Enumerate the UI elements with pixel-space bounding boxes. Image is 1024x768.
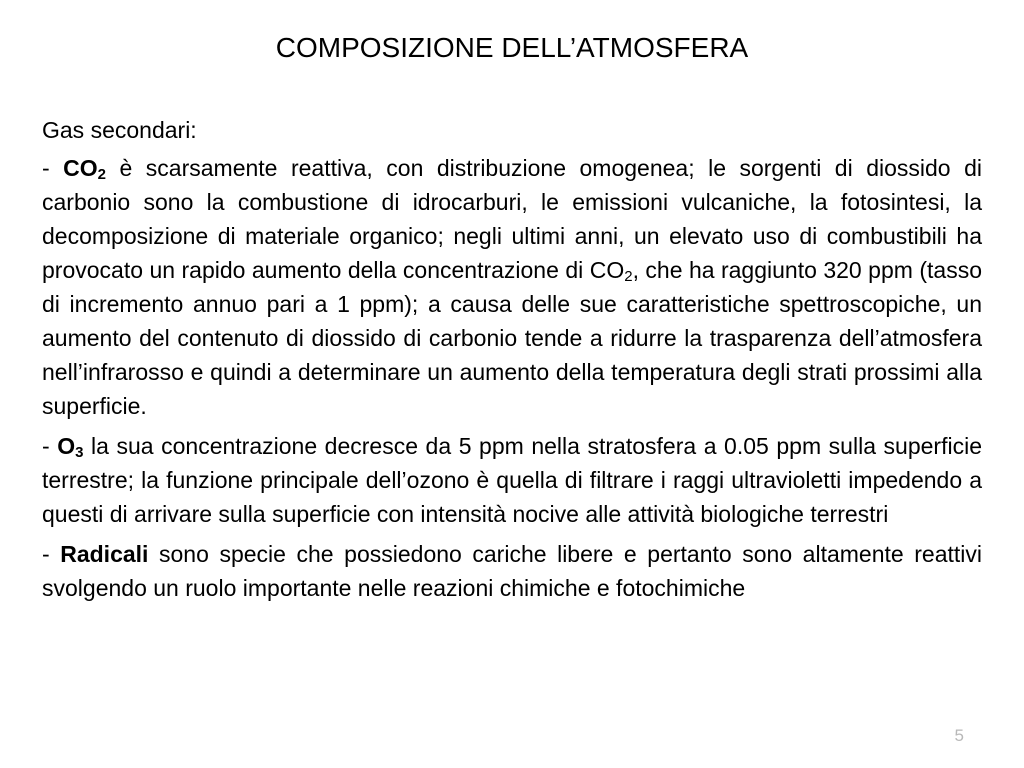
bullet-dash: -: [42, 155, 64, 181]
radicali-paragraph: [42, 537, 982, 605]
co2-term-subscript: 2: [97, 166, 107, 183]
slide-title: COMPOSIZIONE DELL’ATMOSFERA: [275, 32, 749, 63]
o3-text: la sua concentrazione decresce da 5 ppm nella stratosfera a 0.05 ppm sulla superficie terrestre; la funzione principale dell’ozono è quella di filtrare i raggi ultravioletti impedendo a questi di arrivare sulla superficie con intensità nocive alle attività biologiche terrestri: [42, 433, 982, 527]
page-number: 5: [954, 726, 964, 745]
o3-term: [57, 433, 83, 459]
o3-term-letters: O: [57, 433, 76, 459]
slide-content: [42, 113, 982, 611]
co2-term: [63, 155, 106, 181]
o3-term-subscript: 3: [75, 444, 84, 461]
co2-text-part-1: è scarsamente reattiva, con distribuzione omogenea; le sorgenti di diossido di carbonio sono la combustione di idrocarburi, le emissioni vulcaniche, la fotosintesi, la decomposizione di materiale organico; negli ultimi anni, un elevato uso di combustibili ha provocato un rapido aumento della concentrazione di CO: [42, 155, 982, 283]
bullet-dash: -: [42, 433, 58, 459]
co2-paragraph: [42, 151, 982, 423]
o3-paragraph: [42, 429, 982, 531]
radicali-text: sono specie che possiedono cariche libere e pertanto sono altamente reattivi svolgendo un ruolo importante nelle reazioni chimiche e fotochimiche: [42, 541, 982, 601]
co2-text-part-2: , che ha raggiunto 320 ppm (tasso di incremento annuo pari a 1 ppm); a causa delle sue caratteristiche spettroscopiche, un aumento del contenuto di diossido di carbonio tende a ridurre la trasparenza dell’atmosfera nell’infrarosso e quindi a determinare un aumento della temperatura degli strati prossimi alla superficie.: [42, 257, 983, 419]
section-heading: Gas secondari:: [42, 117, 197, 143]
co2-inline-subscript: 2: [624, 268, 633, 285]
co2-term-letters: CO: [63, 155, 98, 181]
radicali-term: Radicali: [60, 541, 149, 567]
bullet-dash: -: [42, 541, 61, 567]
